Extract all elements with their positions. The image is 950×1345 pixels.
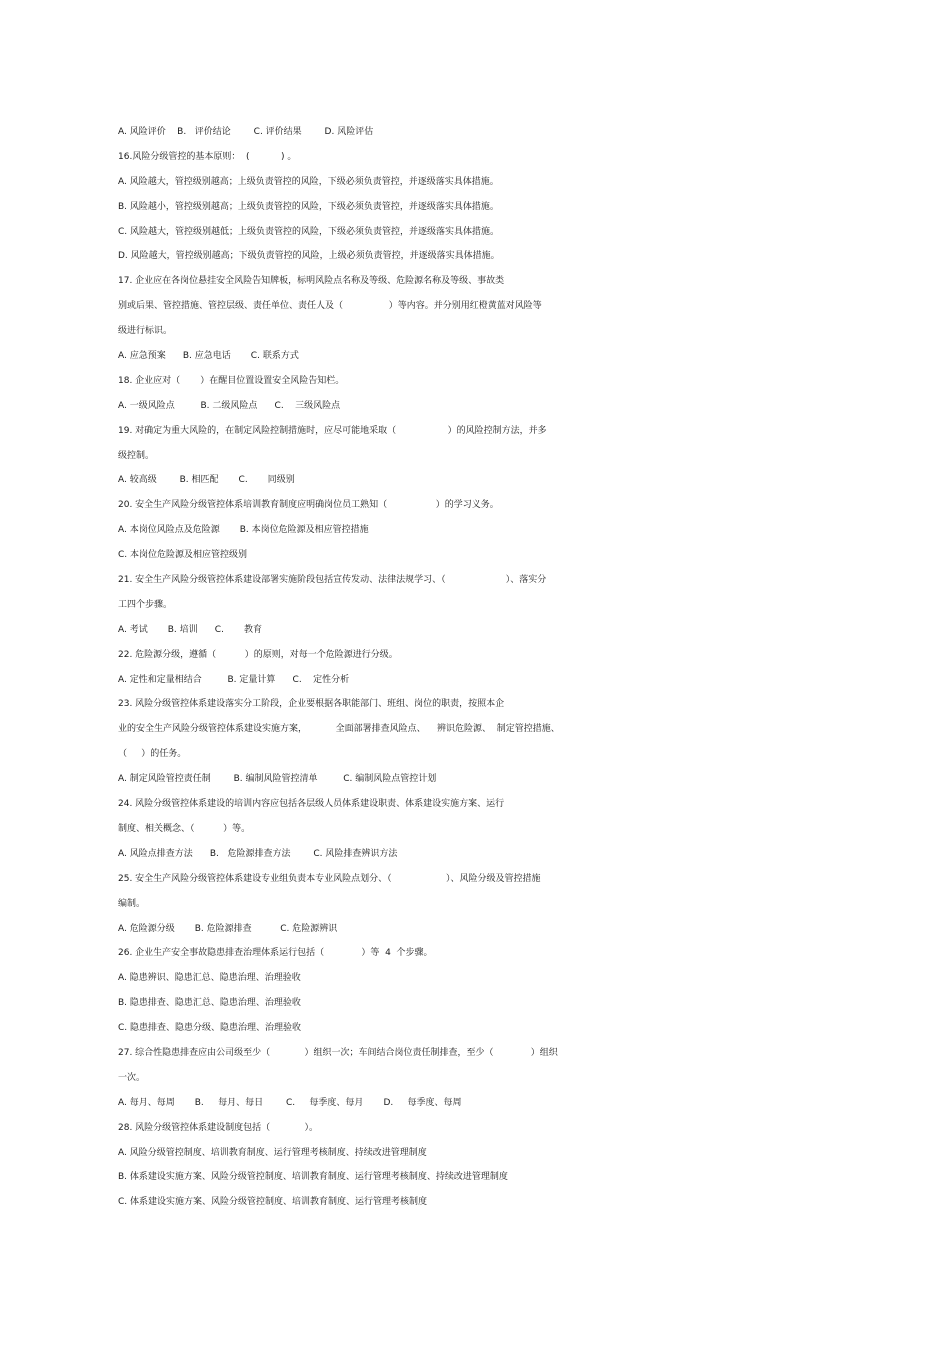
text-line: 一次。 — [118, 1072, 146, 1083]
text-line: 28. 风险分级管控体系建设制度包括（ ）。 — [118, 1122, 319, 1133]
text-line: 27. 综合性隐患排查应由公司级至少（ ）组织一次；车间结合岗位责任制排查，至少（ ）组织 — [118, 1047, 558, 1058]
text-line: A. 每月、每周 B. 每月、每日 C. 每季度、每月 D. 每季度、每周 — [118, 1097, 462, 1108]
text-line: 工四个步骤。 — [118, 599, 173, 610]
text-line: 17. 企业应在各岗位悬挂安全风险告知牌板，标明风险点名称及等级、危险源名称及等级、事故类 — [118, 276, 505, 287]
text-line: D. 风险越大，管控级别越高；下级负责管控的风险，上级必须负责管控，并逐级落实具体措施。 — [118, 251, 500, 262]
text-line: 业的安全生产风险分级管控体系建设实施方案， 全面部署排查风险点、 辨识危险源、 制定管控措施、 — [118, 724, 560, 735]
text-line: A. 风险评价 B. 评价结论 C. 评价结果 D. 风险评估 — [118, 127, 374, 137]
text-line: A. 本岗位风险点及危险源 B. 本岗位危险源及相应管控措施 — [118, 525, 369, 536]
text-line: 制度、相关概念、（ ）等。 — [118, 823, 251, 834]
text-line: A. 一级风险点 B. 二级风险点 C. 三级风险点 — [118, 400, 341, 411]
text-line: A. 应急预案 B. 应急电话 C. 联系方式 — [118, 351, 299, 362]
text-line: 19. 对确定为重大风险的，在制定风险控制措施时，应尽可能地采取（ ）的风险控制方法，并多 — [118, 425, 547, 436]
text-line: 22. 危险源分级，遵循（ ）的原则，对每一个危险源进行分级。 — [118, 649, 398, 660]
text-line: （ ）的任务。 — [118, 749, 187, 760]
text-line: A. 隐患辨识、隐患汇总、隐患治理、治理验收 — [118, 973, 301, 984]
text-line: 21. 安全生产风险分级管控体系建设部署实施阶段包括宣传发动、法律法规学习、（ ）、落实分 — [118, 575, 547, 586]
text-line: A. 制定风险管控责任制 B. 编制风险管控清单 C. 编制风险点管控计划 — [118, 774, 437, 785]
text-line: 26. 企业生产安全事故隐患排查治理体系运行包括（ ）等 4 个步骤。 — [118, 948, 433, 959]
text-line: 别或后果、管控措施、管控层级、责任单位、责任人及（ ）等内容。并分别用红橙黄蓝对风险等 — [118, 301, 542, 312]
text-line: 25. 安全生产风险分级管控体系建设专业组负责本专业风险点划分、（ ）、风险分级及管控措施 — [118, 873, 541, 884]
text-line: 23. 风险分级管控体系建设落实分工阶段，企业要根据各职能部门、班组、岗位的职责，按照本企 — [118, 699, 505, 710]
text-line: 18. 企业应对（ ）在醒目位置设置安全风险告知栏。 — [118, 375, 345, 386]
text-line: 24. 风险分级管控体系建设的培训内容应包括各层级人员体系建设职责、体系建设实施方案、运行 — [118, 799, 505, 810]
text-line: C. 本岗位危险源及相应管控级别 — [118, 550, 248, 561]
text-line: 级控制。 — [118, 450, 155, 461]
text-line: 16.风险分级管控的基本原则： ( ) 。 — [118, 151, 297, 162]
text-line: C. 隐患排查、隐患分级、隐患治理、治理验收 — [118, 1023, 302, 1034]
text-line: A. 危险源分级 B. 危险源排查 C. 危险源辨识 — [118, 923, 338, 934]
text-line: 20. 安全生产风险分级管控体系培训教育制度应明确岗位员工熟知（ ）的学习义务。 — [118, 500, 499, 511]
text-line: 编制。 — [118, 898, 146, 909]
text-line: C. 体系建设实施方案、风险分级管控制度、培训教育制度、运行管理考核制度 — [118, 1197, 428, 1208]
text-line: 级进行标识。 — [118, 326, 173, 337]
text-line: B. 体系建设实施方案、风险分级管控制度、培训教育制度、运行管理考核制度、持续改进管理制度 — [118, 1172, 508, 1183]
text-line: A. 风险越大，管控级别越高；上级负责管控的风险，下级必须负责管控，并逐级落实具体措施。 — [118, 176, 499, 187]
text-line: A. 定性和定量相结合 B. 定量计算 C. 定性分析 — [118, 674, 350, 685]
text-line: A. 考试 B. 培训 C. 教育 — [118, 624, 262, 635]
text-line: A. 较高级 B. 相匹配 C. 同级别 — [118, 475, 295, 486]
text-line: A. 风险分级管控制度、培训教育制度、运行管理考核制度、持续改进管理制度 — [118, 1147, 427, 1158]
text-line: B. 隐患排查、隐患汇总、隐患治理、治理验收 — [118, 998, 301, 1009]
text-line: B. 风险越小，管控级别越高；上级负责管控的风险，下级必须负责管控，并逐级落实具体措施。 — [118, 201, 499, 212]
text-line: C. 风险越大，管控级别越低；上级负责管控的风险，下级必须负责管控，并逐级落实具体措施。 — [118, 226, 500, 237]
text-line: A. 风险点排查方法 B. 危险源排查方法 C. 风险排查辨识方法 — [118, 848, 398, 859]
question-text-block — [118, 120, 838, 1215]
